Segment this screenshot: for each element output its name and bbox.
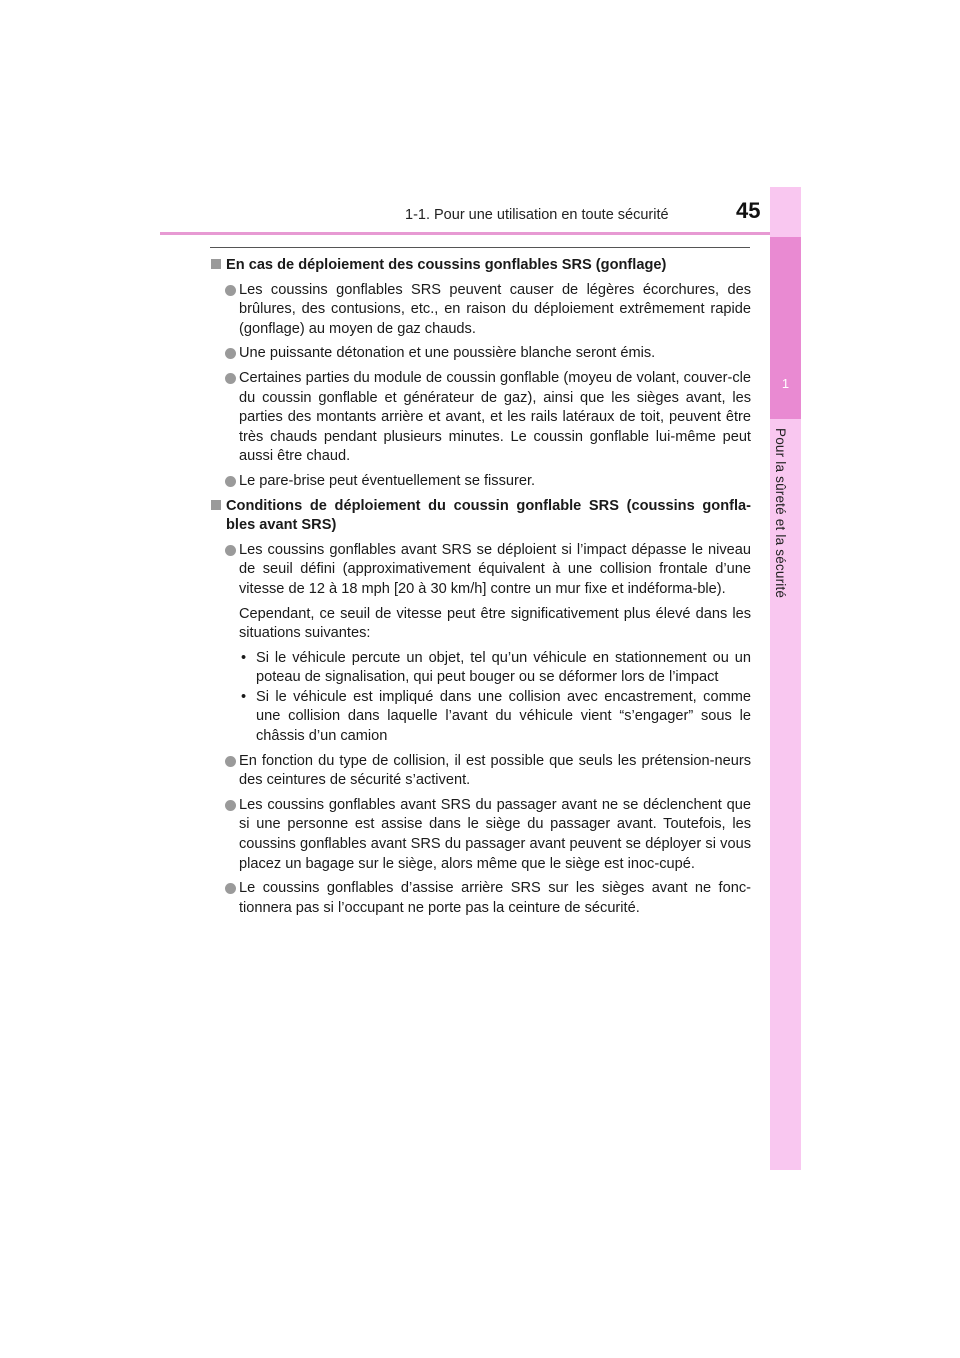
circle-bullet-icon <box>225 285 236 296</box>
sub-list-item <box>211 649 751 688</box>
sub-list-item-text: Si le véhicule est impliqué dans une collision avec encastrement, comme une collision dans laquelle l’avant du véhicule vient “s’engager” sous le châssis d’un camion <box>256 688 751 745</box>
running-header: 1-1. Pour une utilisation en toute sécurité <box>405 207 669 223</box>
chapter-title: Pour la sûreté et la sécurité <box>773 428 788 599</box>
list-item <box>211 752 751 791</box>
circle-bullet-icon <box>225 800 236 811</box>
header-divider <box>160 232 772 235</box>
list-item <box>211 541 751 600</box>
list-item-text: Les coussins gonflables avant SRS du passager avant ne se déclenchent que si une personne est assise dans le siège du passager avant. Toutefois, les coussins gonflables avant SRS du passager avant peuvent se déployer si vous placez un bagage sur le siège, alors même que le siège est inoc-cupé. <box>239 796 751 872</box>
list-item <box>211 796 751 874</box>
sub-list-item-text: Si le véhicule percute un objet, tel qu’un véhicule en stationnement ou un poteau de signalisation, qui peut bouger ou se déformer lors de l’impact <box>256 649 751 686</box>
circle-bullet-icon <box>225 883 236 894</box>
content-top-rule <box>210 247 750 248</box>
circle-bullet-icon <box>225 373 236 384</box>
list-item-text: En fonction du type de collision, il est possible que seuls les prétension-neurs des ceintures de sécurité s’activent. <box>239 752 751 789</box>
section-heading <box>211 497 751 536</box>
circle-bullet-icon <box>225 348 236 359</box>
square-bullet-icon <box>211 259 221 269</box>
list-item <box>211 879 751 918</box>
square-bullet-icon <box>211 500 221 510</box>
sub-bullet-marker: • <box>241 688 247 705</box>
section-heading <box>211 256 751 276</box>
sub-list-item <box>211 688 751 747</box>
sub-bullet-marker: • <box>241 649 247 666</box>
circle-bullet-icon <box>225 756 236 767</box>
chapter-number: 1 <box>781 376 790 391</box>
page-content <box>211 256 751 923</box>
section-heading-text: Conditions de déploiement du coussin gonflable SRS (coussins gonfla-bles avant SRS) <box>226 497 751 534</box>
list-item-text: Les coussins gonflables SRS peuvent causer de légères écorchures, des brûlures, des contusions, etc., en raison du déploiement extrêmement rapide (gonflage) au moyen de gaz chauds. <box>239 281 751 337</box>
list-item <box>211 472 751 492</box>
circle-bullet-icon <box>225 476 236 487</box>
section-heading-text: En cas de déploiement des coussins gonflables SRS (gonflage) <box>226 257 667 273</box>
chapter-side-tab-active <box>770 237 801 419</box>
page-number: 45 <box>736 198 761 223</box>
list-item <box>211 281 751 340</box>
circle-bullet-icon <box>225 545 236 556</box>
list-item-text: Une puissante détonation et une poussière blanche seront émis. <box>239 345 656 362</box>
list-item <box>211 344 751 364</box>
list-item-text: Certaines parties du module de coussin gonflable (moyeu de volant, couver-cle du coussin gonflable et générateur de gaz), ainsi que les sièges avant, les parties des montants arrière et avant, et les rails latéraux de toit, peuvent être très chauds pendant plusieurs minutes. Le coussin gonflable lui-même peut aussi être chaud. <box>239 369 751 465</box>
list-item <box>211 369 751 467</box>
paragraph: Cependant, ce seuil de vitesse peut être significativement plus élevé dans les situations suivantes: <box>239 605 751 642</box>
list-item-text: Le coussins gonflables d’assise arrière SRS sur les sièges avant ne fonc-tionnera pas si l’occupant ne porte pas la ceinture de sécurité. <box>239 880 751 916</box>
list-item-text: Le pare-brise peut éventuellement se fissurer. <box>239 472 536 489</box>
list-item-text: Les coussins gonflables avant SRS se déploient si l’impact dépasse le niveau de seuil défini (approximativement équivalent à une collision frontale d’une vitesse de 12 à 18 mph [20 à 30 km/h] contre un mur fixe et indéforma-ble). <box>239 541 751 597</box>
